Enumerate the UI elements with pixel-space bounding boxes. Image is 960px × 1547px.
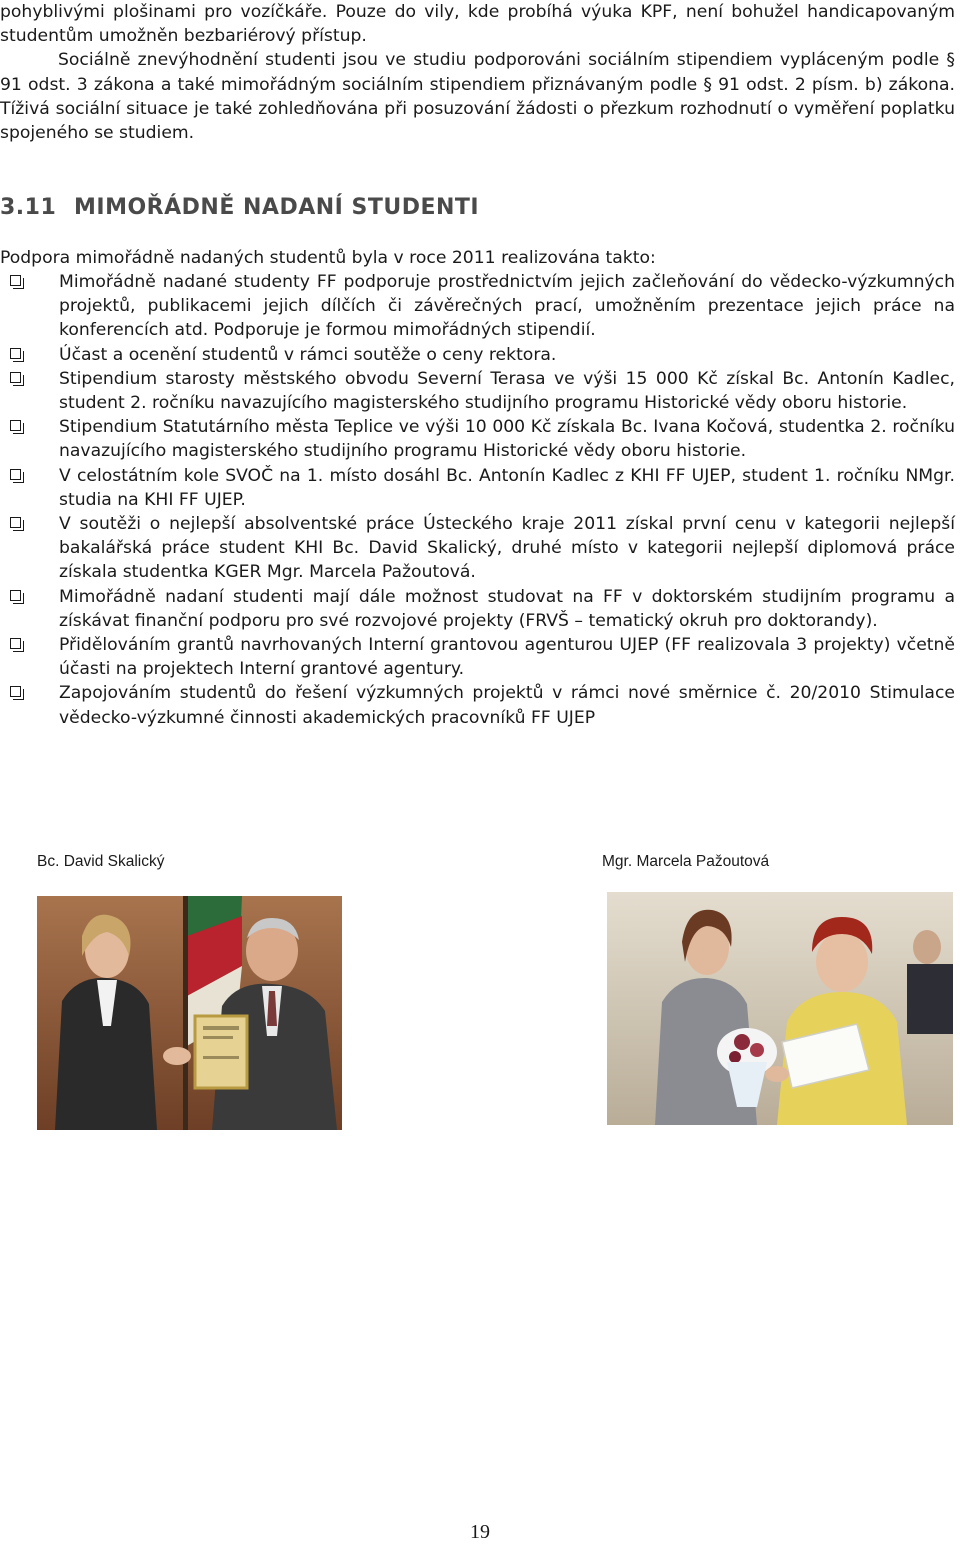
- bullet-list: [0, 270, 955, 730]
- list-item-text: Zapojováním studentů do řešení výzkumných projektů v rámci nové směrnice č. 20/2010 Stimulace vědecko-výzkumné činnosti akademických pracovníků FF UJEP: [59, 683, 955, 728]
- list-item-text: Účast a ocenění studentů v rámci soutěže o ceny rektora.: [59, 344, 557, 365]
- photo-right-image: [607, 892, 953, 1125]
- list-item: [0, 633, 955, 681]
- checkbox-bullet-icon: [10, 590, 21, 601]
- section-number: 3.11: [0, 195, 57, 220]
- photo-left-image: [37, 896, 342, 1130]
- checkbox-bullet-icon: [10, 372, 21, 383]
- checkbox-bullet-icon: [10, 348, 21, 359]
- page-number: 19: [470, 1521, 490, 1543]
- list-item: [0, 270, 955, 343]
- list-item: [0, 415, 955, 463]
- list-item: [0, 585, 955, 633]
- list-item-text: Mimořádně nadaní studenti mají dále možnost studovat na FF v doktorském studijním programu a získávat finanční podporu pro své rozvojové projekty (FRVŠ – tematický okruh pro doktorandy).: [59, 586, 955, 631]
- checkbox-bullet-icon: [10, 638, 21, 649]
- intro-paragraph-1: pohyblivými plošinami pro vozíčkáře. Pouze do vily, kde probíhá výuka KPF, není bohužel handicapovaným studentům umožněn bezbariérový přístup.: [0, 2, 955, 47]
- checkbox-bullet-icon: [10, 686, 21, 697]
- list-item: [0, 367, 955, 415]
- list-item: [0, 681, 955, 729]
- list-item-text: V celostátním kole SVOČ na 1. místo dosáhl Bc. Antonín Kadlec z KHI FF UJEP, student 1. ročníku NMgr. studia na KHI FF UJEP.: [59, 465, 955, 510]
- list-item-text: V soutěži o nejlepší absolventské práce Ústeckého kraje 2011 získal první cenu v kategorii nejlepší bakalářská práce student KHI Bc. David Skalický, druhé místo v kategorii nejlepší diplomová práce získala studentka KGER Mgr. Marcela Pažoutová.: [59, 514, 955, 583]
- checkbox-bullet-icon: [10, 420, 21, 431]
- checkbox-bullet-icon: [10, 517, 21, 528]
- intro-paragraph-2: Sociálně znevýhodnění studenti jsou ve studiu podporováni sociálním stipendiem vypláceným podle § 91 odst. 3 zákona a také mimořádným sociálním stipendiem přiznávaným podle § 91 odst. 2 písm. b) zákona. Tíživá sociální situace je také zohledňována při posuzování žádosti o přezkum rozhodnutí o vyměření poplatku spojeného se studiem.: [0, 50, 955, 144]
- photo-caption-left: Bc. David Skalický: [37, 853, 165, 870]
- section-lead: Podpora mimořádně nadaných studentů byla v roce 2011 realizována takto:: [0, 248, 656, 268]
- photo-caption-right: Mgr. Marcela Pažoutová: [602, 853, 770, 870]
- checkbox-bullet-icon: [10, 275, 21, 286]
- list-item-text: Stipendium starosty městského obvodu Severní Terasa ve výši 15 000 Kč získal Bc. Antonín Kadlec, student 2. ročníku navazujícího magisterského studijního programu Historické vědy oboru historie.: [59, 368, 955, 414]
- list-item: [0, 512, 955, 585]
- list-item-text: Přidělováním grantů navrhovaných Interní grantovou agenturou UJEP (FF realizovala 3 projekty) včetně účasti na projektech Interní grantové agentury.: [59, 635, 955, 680]
- checkbox-bullet-icon: [10, 469, 21, 480]
- list-item: [0, 343, 955, 367]
- list-item-text: Stipendium Statutárního města Teplice ve výši 10 000 Kč získala Bc. Ivana Kočová, studentka 2. ročníku navazujícího magisterského studijního programu Historické vědy oboru historie.: [59, 417, 955, 462]
- section-heading: [0, 193, 479, 223]
- intro-text: [0, 0, 955, 145]
- section-title: MIMOŘÁDNĚ NADANÍ STUDENTI: [74, 195, 480, 220]
- photo-right: [607, 892, 953, 1125]
- photo-left: [37, 896, 342, 1130]
- list-item-text: Mimořádně nadané studenty FF podporuje prostřednictvím jejich začleňování do vědecko-výzkumných projektů, publikacemi jejich dílčích či závěrečných prací, umožněním prezentace jejich práce na konferencích atd. Podporuje je formou mimořádných stipendií.: [59, 272, 955, 341]
- list-item: [0, 464, 955, 512]
